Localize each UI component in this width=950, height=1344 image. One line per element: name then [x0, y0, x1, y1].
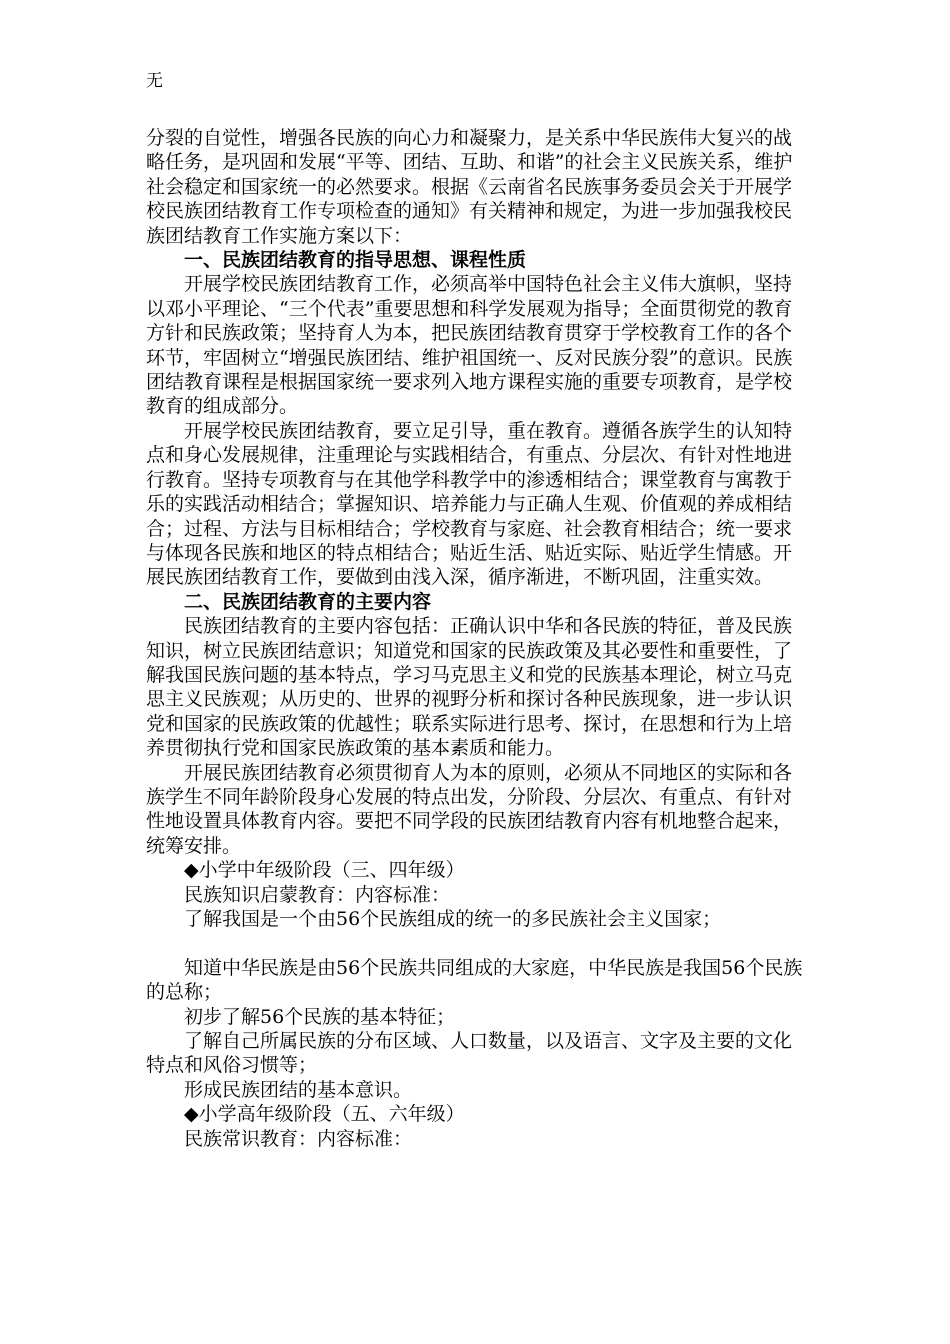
- list-item: 了解我国是一个由56个民族组成的统一的多民族社会主义国家；: [184, 908, 722, 930]
- list-item: 初步了解56个民族的基本特征；: [184, 1005, 456, 1028]
- page-header: 无: [146, 71, 163, 91]
- paragraph: 开展学校民族团结教育，要立足引导，重在教育。遵循各族学生的认知特点和身心发展规律，注重理论与实践相结合，有重点、分层次、有针对性地进行教育。坚持专项教育与在其他学科教学中的渗透相结合；课堂教育与寓教于乐的实践活动相结合；掌握知识、培养能力与正确人生观、价值观的养成相结合；过程、方法与目标相结合；学校教育与家庭、社会教育相结合；统一要求与体现各民族和地区的特点相结合；贴近生活、贴近实际、贴近学生情感。开展民族团结教育工作，要做到由浅入深，循序渐进，不断巩固，注重实效。: [146, 419, 793, 589]
- list-heading: ◆小学中年级阶段（三、四年级）: [184, 859, 465, 882]
- section-heading: 一、民族团结教育的指导思想、课程性质: [184, 249, 527, 272]
- document-body: [146, 126, 810, 1151]
- section-heading: 二、民族团结教育的主要内容: [184, 590, 432, 613]
- list-item: 形成民族团结的基本意识。: [184, 1078, 413, 1101]
- paragraph: 民族团结教育的主要内容包括：正确认识中华和各民族的特征，普及民族知识，树立民族团结意识；知道党和国家的民族政策及其必要性和重要性，了解我国民族问题的基本特点，学习马克思主义和党的民族基本理论，树立马克思主义民族观；从历史的、世界的视野分析和探讨各种民族现象，进一步认识党和国家的民族政策的优越性；联系实际进行思考、探讨，在思想和行为上培养贯彻执行党和国家民族政策的基本素质和能力。: [146, 615, 793, 760]
- paragraph: 民族常识教育：内容标准：: [184, 1127, 413, 1150]
- paragraph: 开展学校民族团结教育工作，必须高举中国特色社会主义伟大旗帜，坚持以邓小平理论、“三个代表”重要思想和科学发展观为指导；全面贯彻党的教育方针和民族政策；坚持育人为本，把民族团结教育贯穿于学校教育工作的各个环节，牢固树立“增强民族团结、维护祖国统一、反对民族分裂”的意识。民族团结教育课程是根据国家统一要求列入地方课程实施的重要专项教育，是学校教育的组成部分。: [146, 273, 793, 418]
- list-heading: ◆小学高年级阶段（五、六年级）: [184, 1103, 465, 1126]
- paragraph: 开展民族团结教育必须贯彻育人为本的原则，必须从不同地区的实际和各族学生不同年龄阶段身心发展的特点出发，分阶段、分层次、有重点、有针对性地设置具体教育内容。要把不同学段的民族团结教育内容有机地整合起来，统筹安排。: [146, 761, 793, 857]
- blank-line: [146, 931, 810, 955]
- paragraph: 分裂的自觉性，增强各民族的向心力和凝聚力，是关系中华民族伟大复兴的战略任务，是巩固和发展“平等、团结、互助、和谐”的社会主义民族关系，维护社会稳定和国家统一的必然要求。根据《云南省名民族事务委员会关于开展学校民族团结教育工作专项检查的通知》有关精神和规定，为进一步加强我校民族团结教育工作实施方案以下：: [146, 127, 793, 247]
- paragraph: 民族知识启蒙教育：内容标准：: [184, 883, 451, 906]
- list-item: 知道中华民族是由56个民族共同组成的大家庭，中华民族是我国56个民族的总称；: [146, 956, 803, 1004]
- list-item: 了解自己所属民族的分布区域、人口数量，以及语言、文字及主要的文化特点和风俗习惯等；: [146, 1030, 793, 1077]
